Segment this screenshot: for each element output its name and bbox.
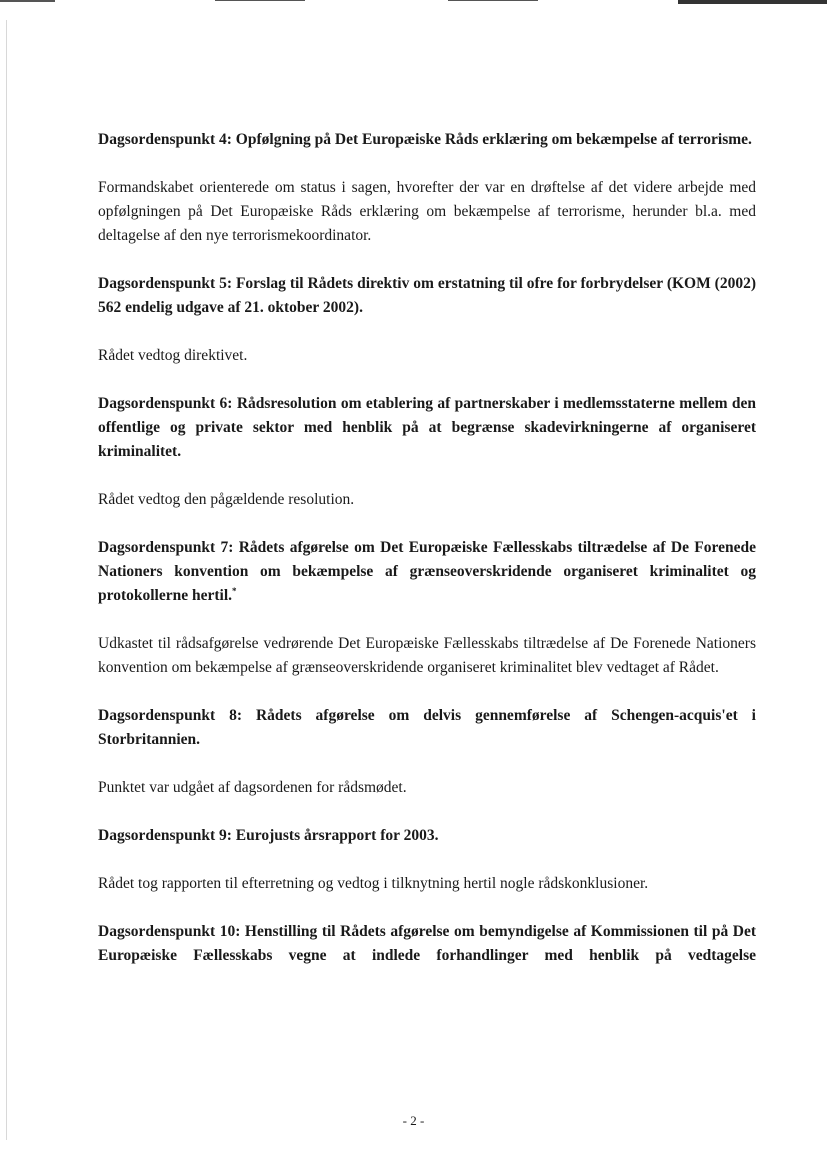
scan-edge (6, 20, 7, 1140)
agenda-item-5-body: Rådet vedtog direktivet. (98, 347, 248, 364)
agenda-item-7-heading-block (98, 536, 756, 608)
scan-artifact-line (678, 0, 827, 4)
agenda-item-6-body: Rådet vedtog den pågældende resolution. (98, 491, 355, 508)
agenda-item-9-heading: Dagsordenspunkt 9: Eurojusts årsrapport for 2003. (98, 827, 439, 844)
agenda-item-4-heading: Dagsordenspunkt 4: Opfølgning på Det Europæiske Råds erklæring om bekæmpelse af terrorisme. (98, 131, 752, 148)
agenda-item-8-body: Punktet var udgået af dagsordenen for rådsmødet. (98, 779, 407, 796)
agenda-item-7-heading: Dagsordenspunkt 7: Rådets afgørelse om Det Europæiske Fællesskabs tiltrædelse af De Forenede Nationers konvention om bekæmpelse af grænseoverskridende organiseret kriminalitet og protokollerne hertil. (98, 539, 756, 604)
agenda-item-7-body: Udkastet til rådsafgørelse vedrørende Det Europæiske Fællesskabs tiltrædelse af De Forenede Nationers konvention om bekæmpelse af grænseoverskridende organiseret kriminalitet blev vedtaget af Rådet. (98, 635, 756, 676)
agenda-item-10-heading: Dagsordenspunkt 10: Henstilling til Rådets afgørelse om bemyndigelse af Kommissionen til på Det Europæiske Fællesskabs vegne at indlede forhandlinger med henblik på vedtagelse (98, 923, 756, 964)
agenda-item-9-body: Rådet tog rapporten til efterretning og vedtog i tilknytning hertil nogle rådskonklusioner. (98, 875, 649, 892)
scan-artifact-line (0, 0, 55, 2)
scan-artifact-line (448, 0, 538, 1)
footnote-marker: * (232, 585, 237, 596)
agenda-item-4-body: Formandskabet orienterede om status i sagen, hvorefter der var en drøftelse af det videre arbejde med opfølgningen på Det Europæiske Råds erklæring om bekæmpelse af terrorisme, herunder bl.a. med deltagelse af den nye terrorismekoordinator. (98, 179, 756, 244)
agenda-item-5-heading: Dagsordenspunkt 5: Forslag til Rådets direktiv om erstatning til ofre for forbrydelser (KOM (2002) 562 endelig udgave af 21. oktober 2002). (98, 275, 756, 316)
agenda-item-6-heading: Dagsordenspunkt 6: Rådsresolution om etablering af partnerskaber i medlemsstaterne mellem den offentlige og private sektor med henblik på at begrænse skadevirkningerne af organiseret kriminalitet. (98, 395, 756, 460)
agenda-item-8-heading: Dagsordenspunkt 8: Rådets afgørelse om delvis gennemførelse af Schengen-acquis'et i Storbritannien. (98, 707, 756, 748)
scan-artifact-line (215, 0, 305, 1)
agenda-content (98, 128, 756, 992)
page-number: - 2 - (402, 1113, 425, 1128)
